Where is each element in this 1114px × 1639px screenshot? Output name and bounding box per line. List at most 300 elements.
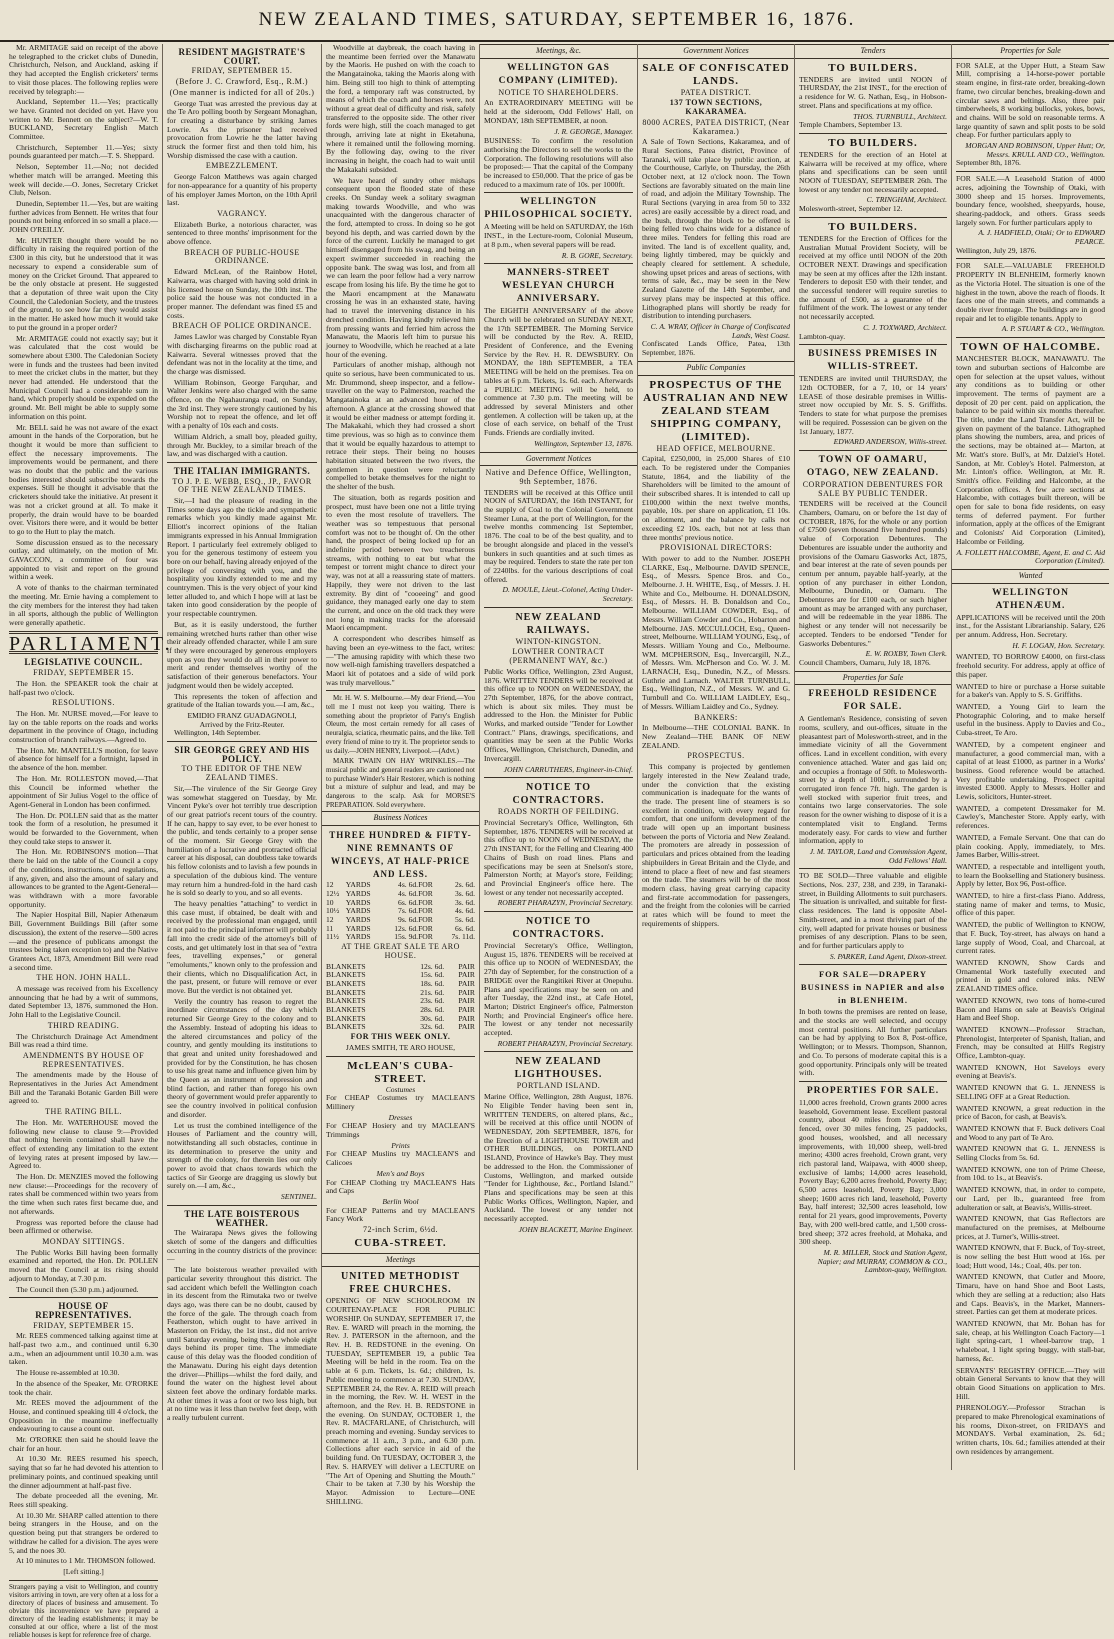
- remnant-cell: FOR: [418, 914, 433, 924]
- builders-tender-2: [799, 137, 947, 214]
- paragraph: James Lawlor was charged by Constable Ryan with discharging firearms on the public road at Kaiwarra. Several witnesses proved that the defendant was not in the locality at the time, and the charge was dismissed.: [167, 332, 317, 376]
- blanket-cell: BLANKETS: [326, 1013, 366, 1023]
- railways-ad: [484, 611, 633, 775]
- subheading: RESOLUTIONS.: [52, 698, 115, 708]
- blanket-cell: PAIR: [458, 961, 475, 971]
- tenders-header: Tenders: [795, 44, 951, 59]
- subheading: BREACH OF PUBLIC-HOUSE ORDINANCE.: [184, 247, 300, 266]
- paragraph: The late boisterous weather prevailed with particular severity throughout this district. The sad accident which befell the Wellington coach in its descent from the Rimutaka two or twelve days ago, was there can be no doubt, caused by the force of the gale. The through coach from Featherston, which ought to have arrived in Masterton on Friday, the 1st inst., did not arrive until Saturday evening, being thus a whole eight days behind its proper time. The immediate cause of this delay was the flooded condition of the Manawatu. During his eight days detention the driver—Phillips—whilst the ford daily, and found the water on the highest level about sixteen feet above the ordinary fordable marks. At other times it was a foot or two less high, but at no time was it less than twelve feet deep, with a really turbulent current.: [167, 1265, 317, 1423]
- advertisement-text: MARK TWAIN ON HAY WRINKLES.—The musical public and general readers are cautioned not to purchase Winder's Hair Restorer, which is nothing but a mixture of sulphur and lead, and may be dangerous to the scalp. Ask for MORSE'S PREPARATION. Sold everywhere.: [326, 757, 475, 809]
- wanted-item: WANTED KNOWN, a great reduction in the price of Bacon, for cash, at Beavis's.: [956, 1103, 1105, 1122]
- remnant-cell: 4s. 6d.: [398, 880, 419, 890]
- divider: [956, 171, 1105, 172]
- blanket-cell: PAIR: [458, 996, 475, 1006]
- remnant-cell: YARDS: [345, 897, 371, 907]
- sections-for-sale-ad: [799, 872, 947, 961]
- paragraph: At 10.30 Mr. SHARP called attention to there being strangers in the House, and on the question being put that strangers be ordered to withdraw he called for a division. The ayes were 5, and the noes 30.: [9, 1510, 158, 1555]
- ad-body: FOR SALE, at the Upper Hutt, a Steam Saw Mill, comprising a 14-horse-power portable steam engine, in first-rate order, breaking-down frame, two circular benches, breaking-down and circular saws and beltings. Also, three pair timberwheels, 8 working bullocks, yokes, bows, and chains. Will be sold on reasonable terms. A large quantity of sawn and split posts to be sold cheap. For further particulars apply to: [956, 60, 1105, 140]
- leasehold-station-ad: [956, 175, 1105, 255]
- ad-signature: C. A. WRAY, Officer in Charge of Confiscated Lands, West Coast.: [650, 321, 790, 340]
- paragraph: Mr. HUNTER thought there would be no difficulty in raising the required portion of the £300 in this city, but he understood that it was necessary to expend a considerable sum of money on the Cricket Ground. That appeared to be the only obstacle at present. He suggested that a deputation of three wait upon the City Council, the Caledonian Society, and the trustees of the ground, to see how far they would assist in the matter. He asked how much it would take to put the ground in a proper order?: [9, 235, 158, 332]
- ad-body: The EIGHTH ANNIVERSARY of the above Church will be celebrated on SUNDAY NEXT, the 17th SEPTEMBER. The Morning Service will be conducted by the Rev. A. REID, President of Conference, and the Evening Service by the Rev. H. R. DEWSBURY. On MONDAY, the 18th SEPTEMBER, a TEA MEETING will be held on the premises. Tea on tables at 6 p.m. Tickets, 1s. 6d. each. Afterwards a PUBLIC MEETING will be held, to commence at 7.30 p.m. The meeting will be addressed by several Ministers and other gentlemen. A collection will be taken up, at the close of each service, on behalf of the Trust Funds. Friends are cordially invited.: [484, 306, 633, 438]
- ad-signature: R. B. GORE, Secretary.: [561, 250, 633, 260]
- subheading: BREACH OF POLICE ORDINANCE.: [172, 321, 312, 331]
- wesleyan-church-ad: [484, 267, 633, 448]
- wanted-item: WANTED to hire or purchase a Horse suitable for a baker's van. Apply to S. S. Griffiths.: [956, 681, 1105, 700]
- saw-mill-ad: [956, 62, 1105, 168]
- remnant-cell: YARDS: [345, 914, 371, 924]
- divider: [484, 192, 633, 193]
- government-notices-header: Government Notices: [638, 44, 794, 59]
- ad-heading: TO BUILDERS.: [828, 220, 918, 233]
- paragraph: The Hon. Mr. ROBINSON'S motion—That there be laid on the table of the Council a copy of the conditions, instructions, and regulations, if any, given, and also the amount of salary and allowances to be granted to the Agent-General—was withdrawn with a more favorable opportunity.: [9, 847, 158, 909]
- paragraph: The situation, both as regards position and prospect, must have been one not a little trying to even the most resolute of travellers. The weather was so tempestuous that personal comfort was not to be thought of. On the other hand, the prospect of being locked up for an indefinite period between two treacherous streams, with nothing to eat but what the tempest or torrent might chance to direct your way, was not at all a reassuring state of matters. Happily, they were not driven to the last extremity. By dint of "cooeeing" and good guidance, they managed early one day to stem the current, and once on the old track they were not long in making tracks for the aforesaid Maori encampment.: [326, 492, 475, 633]
- ad-subheading: ROADS NORTH OF FEILDING.: [497, 807, 620, 817]
- wanted-item: WANTED KNOWN, that, in order to compete, our Lard, per lb., guaranteed free from adulteration or salt, at Beavis's, Willis-street.: [956, 1185, 1105, 1212]
- business-premises-ad: [799, 348, 947, 447]
- paragraph: Sir,—I had the pleasure of reading in the Times some days ago the tickle and sympathetic remarks which you kindly made against Mr. Elliott's incorrect opinions of the Italian immigrants expressed in his Annual Immigration Report. I particularly feel extremely obliged to you for the generous testimony of esteem you bore on our behalf, having already enjoyed of the privilege of conversing with you, and the hospitality you kindly extended to me and my countrymen. This is the very object of your kind letter alluded to, and which I hope will at last be taken into good consideration by the people of your respectable countrymen.: [167, 496, 317, 619]
- column-2: [163, 44, 322, 1470]
- remnant-row: [326, 933, 475, 942]
- ad-body: Provincial Secretary's Office, Wellington, August 15, 1876. TENDERS will be received at this office up to NOON of WEDNESDAY, the 27th day of September, for the construction of a BRIDGE over the Rangitikei River at Onepuhu. Plans and specifications may be seen on and after Tuesday, the 22nd inst., at Cafe Hotel, Marton; District Engineer's office, Palmerston North; and Provincial Engineer's office here. The lowest or any tender not necessarily accepted.: [484, 941, 633, 1038]
- paragraph: Auckland, September 11.—Yes; practically we have. Granted not decided on yet. Have you written to Mr. Bennett on the subject?—W. T. BUCKLAND, Secretary English Match Committee.: [9, 97, 158, 142]
- blanket-cell: 15s. 6d.: [420, 970, 445, 980]
- ad-signature: J. M. TAYLOR, Land and Commission Agent, Odd Fellows' Hall.: [809, 846, 947, 865]
- ad-subheading: Native and Defence Office, Wellington, 9th September, 1876.: [485, 468, 632, 486]
- ad-heading: CUBA-STREET.: [354, 1236, 447, 1249]
- drapery-business-ad: [799, 968, 947, 1078]
- paragraph: Mr. BELL said he was not aware of the exact amount in the hands of the Corporation, but he thought it would be more than sufficient to effect the necessary improvements. The improvements would be permanent, and there was no doubt that the public and the various bodies interested should subscribe towards the expenses. Still he thought it advisable that the cricketers should take the initiative. At present it was not a cricket ground at all. To make it properly, the drain would have to be boarded over. Visitors there were, and it would be better to go to the Hutt to play the match.: [9, 422, 158, 536]
- ad-heading: WELLINGTON GAS COMPANY (LIMITED).: [498, 62, 619, 86]
- wanted-item: WANTED KNOWN, two tons of home-cured Bacon and Hams on sale at Beavis's Original Ham and Beef Shop.: [956, 995, 1105, 1023]
- athenaeum-ad: [956, 587, 1105, 651]
- remnant-cell: 10½: [326, 906, 340, 916]
- footnote: Strangers paying a visit to Wellington, and country visitors arriving in town, are very often at a loss for a directory of places of business and amusement. To obviate this inconvenience we have prepared a directory of the leading establishments; it may be consulted at our office, where a list of the most reliable houses is kept for reference free of charge.: [9, 1580, 158, 1639]
- subheading: AMENDMENTS BY HOUSE OF REPRESENTATIVES.: [22, 1050, 145, 1069]
- ad-subheading: 8000 ACRES, PATEA DISTRICT, (Near Kakaramea.): [642, 117, 790, 136]
- remnant-cell: 11: [326, 923, 334, 933]
- divider: [956, 337, 1105, 338]
- ad-date: Molesworth-street, September 12.: [799, 204, 903, 214]
- ad-subheading: 137 TOWN SECTIONS, KAKARAMEA.: [669, 98, 763, 117]
- paragraph: The Council then (5.30 p.m.) adjourned.: [16, 1284, 139, 1294]
- paragraph: At 10.30 Mr. REES resumed his speech, saying that so far he had devoted his attention to preliminary points, and continued speaking until the dinner adjournment at half-past five.: [9, 1454, 158, 1490]
- public-companies-header: Public Companies: [638, 361, 794, 376]
- ad-body: In both towns the premises are rented on lease, and the stocks are well selected, and occupy most central positions. All further particulars can be had by applying to Box 8, Post-office, Wellington; or to Messrs. Thompson, Shannon, and Co. To persons of moderate capital this is a good opportunity. Principals only will be treated with.: [799, 1007, 947, 1078]
- ad-heading: THREE HUNDRED & FIFTY-NINE REMNANTS OF WINCEYS, AT HALF-PRICE AND LESS.: [329, 830, 472, 880]
- remnant-cell: YARDS: [345, 880, 371, 890]
- remnant-cell: 3s. 6d.: [454, 888, 475, 898]
- signature: EMIDIO FRANZ GUADAGNOLI,: [187, 710, 297, 720]
- builders-tender-3: [799, 221, 947, 341]
- ad-signature: H. F. LOGAN, Hon. Secretary.: [1012, 640, 1105, 650]
- properties-header: Properties for Sale: [795, 671, 951, 686]
- mclean-advertisement: [326, 1060, 475, 1250]
- ad-date: Council Chambers, Oamaru, July 18, 1876.: [799, 657, 931, 667]
- wanted-item: WANTED KNOWN that G. L. JENNESS is SELLING OFF at a Great Reduction.: [956, 1083, 1105, 1101]
- paragraph: The Hon. Mr. WATERHOUSE moved the following new clause to clause 9:—Provided that nothing herein contained shall have the effect of extending any limitation to the extent of levying rates at present imposed by law.—Agreed to.: [9, 1117, 158, 1171]
- remnant-cell: 9s. 6d.: [398, 914, 419, 924]
- wanted-item: WANTED KNOWN—Professor Strachan, Phrenologist, Interpreter of Spanish, Italian, and French, may be consulted at Hill's Registry Office, Lambton-quay.: [956, 1024, 1105, 1061]
- divider: [799, 964, 947, 965]
- ad-body: TENDERS for the Erection of Offices for the Australian Mutual Provident Society, will be received at my office until NOON of the 20th OCTOBER NEXT. Drawings and specification may be seen at my offices after the 12th instant. Tenderers to deposit £50 with their tender, and the successful tenderer will require sureties to the amount of £500, as a guarantee of the fulfilment of the work. The lowest or any tender not necessarily accepted.: [799, 233, 947, 322]
- section-heading: THE ITALIAN IMMIGRANTS.: [173, 465, 311, 476]
- oamaru-debentures-ad: [799, 454, 947, 668]
- ad-subheading: HEAD OFFICE, MELBOURNE.: [656, 443, 776, 453]
- ad-signature: ROBERT PHARAZYN, Provincial Secretary.: [497, 898, 633, 908]
- paragraph: Mr. ARMITAGE could not exactly say; but it was calculated that the cost would be somewhere about £300. The Caledonian Society were in funds and the trustees had been invited to meet the cricket clubs in the matter, but they never had attended. He understood that the Municipal Council had a considerable sum in hand, which properly should be expended on the ground. Mr. Bell might be able to supply some information on this point.: [9, 333, 158, 421]
- paragraph: Verily the country has reason to regret the inordinate circumstances of the day which returned Sir George Grey to the colony and to the Assembly. Instead of adopting his ideas to the altered circumstances and policy of the country, and gently moulding its institutions to that great and united unity foreshadowed and provided for by the Constitution, he has chosen to use his great name and influence given him by the Queen as an instrument of oppression and blind faction, and rather than forego his own theory of government would prefer apparently to see the country involved in political confusion and disorder.: [167, 996, 317, 1119]
- ad-body: This company is projected by gentlemen largely interested in the New Zealand trade, under the conviction that the existing communication is inadequate for the wants of the trade. The present line of steamers is so excellent in condition, with every regard for comfort, that one uniform development of the trade will open up an important business between the ports of Victoria and New Zealand. The promoters are already in possession of particulars and prices obtained from the leading shipbuilders in Great Britain and the Clyde, and intend to place a fleet of new and fast steamers on the trade. The steamers will be of the most modern class, having great carrying capacity and first-rate accommodation for passengers, and the freight from the colonies will be carried at rates which will be found to meet the requirements of shippers.: [642, 762, 790, 928]
- ad-body: An EXTRAORDINARY MEETING will be held at the sideroom, Odd Fellows' Hall, on MONDAY, 18th SEPTEMBER, at noon.: [484, 98, 633, 125]
- blenheim-property-ad: [956, 262, 1105, 334]
- remnant-cell: 11½: [326, 932, 340, 942]
- blanket-cell: 23s. 6d.: [420, 996, 445, 1006]
- ad-body: BUSINESS: To confirm the resolution authorising the Directors to sell the works to the Corporation. The following resolutions will also be proposed:— That the capital of the Company be increased to £50,000. That the price of gas be reduced to a maximum rate of 10s. per 1000ft.: [484, 136, 633, 189]
- ad-subheading: PATEA DISTRICT.: [680, 87, 752, 97]
- ad-body: TENDERS will be received at the Council Chambers, Oamaru, on or before the 1st day of OCTOBER, 1876, for the whole or any portion of £7500 (seven thousand five hundred pounds) value of Corporation Debentures. The Debentures are issuable under the authority and provisions of the Oamaru Gasworks Act, 1875, and bear interest at the rate of seven pounds per centum per annum, payable half-yearly, at the option of any purchaser in either London, Melbourne, Dunedin, or Oamaru. The Debentures are for £100 each, or such higher amount as may be arranged with any purchaser, and will be redeemable in the year 1886. The highest or any tender will not necessarily be accepted. Tenders to be endorsed "Tender for Gasworks Debentures.": [799, 499, 947, 648]
- wanted-item: WANTED KNOWN that G. L. JENNESS is Selling Clocks from 5s. 6d.: [956, 1144, 1105, 1163]
- column-3: [322, 43, 480, 1506]
- subheading: THIRD READING.: [47, 1020, 120, 1030]
- wanted-item: WANTED KNOWN, that Cutler and Moore, Timaru, have on hand Shoe and Boot Lasts, which they are selling at a reduction; also Hats and Caps. Beavis's, in the Market, Manners-street. Parties can get them at moderate prices.: [956, 1272, 1105, 1317]
- blanket-cell: PAIR: [458, 1013, 475, 1023]
- ad-heading: WELLINGTON PHILOSOPHICAL SOCIETY.: [484, 197, 633, 221]
- blanket-cell: PAIR: [458, 970, 475, 980]
- ad-body: Provincial Secretary's Office, Wellington, 6th September, 1876. TENDERS will be received at this office up to NOON of WEDNESDAY, the 27th INSTANT, for the Felling and Clearing 400 Chains of Bush on road lines. Plans and specifications may be seen at Snelson's store, Palmerston North; at Mayor's store, Feilding; and Provincial Engineer's office here. The lowest or any tender not necessarily accepted.: [484, 818, 633, 897]
- wanted-item: WANTED, to hire a first-class Piano. Address, stating name of maker and terms, to Music, office of this paper.: [956, 891, 1105, 918]
- mclean-line: For CHEAP Muslins try MACLEAN'S and Calicoes: [326, 1149, 475, 1168]
- remnants-table: [326, 881, 475, 942]
- ad-body: OPENING OF NEW SCHOOLROOM IN COURTENAY-PLACE FOR PUBLIC WORSHIP. On SUNDAY, SEPTEMBER 17, the Rev. E. WARD will preach in the morning, the Rev. J. PATERSON in the afternoon, and the Rev. H. B. REDSTONE in the evening. On TUESDAY, SEPTEMBER 19, a public Tea Meeting will be held in the room. Tea on the table at 6 p.m. Tickets, 1s. 6d.; children, 1s. Public meeting to commence at 7.30. SUNDAY, SEPTEMBER 24, the Rev. A. REID will preach in the morning, the Rev. W. H. WEST in the afternoon, and the Rev. H. B. REDSTONE in the evening. On SUNDAY, OCTOBER 1, the Rev. R. MACFARLANE, of Christchurch, will preach morning and evening. Sunday services to commence at 11 a.m., 3 p.m., and 6.30 p.m. Collections after each service in aid of the building fund. On TUESDAY, OCTOBER 3, the Rev. S. HARVEY will deliver a LECTURE on "The Art of Opening and Shutting the Mouth." Chair to be taken at 7.30 by his Worship the Mayor. Admission to Lecture—ONE SHILLING.: [326, 1296, 475, 1506]
- subheading: (One manner is indicted for all of 20s.): [169, 87, 315, 97]
- ad-body: 11,000 acres freehold, Crown grants 2000 acres leasehold, Government lease. Excellent pastoral country, about 40 miles from Napier, well fenced, over 30 miles fencing, 25 paddocks, good houses, woolshed, and all necessary improvements, with 10,000 sheep, well-bred merino; 4300 acres freehold, Crown grant, very rich pastoral land, Waipawa, with 4000 sheep, exclusive of lambs; 14,000 acres leasehold, Poverty Bay; 6,200 acres freehold, Poverty Bay; 6,500 acres leasehold, Poverty Bay; 3,000 sheep; 1600 acres rich land, leasehold, Poverty Bay, half interest; 32,500 acres leasehold, low rental for 21 years, good improvements, Poverty Bay, with 200 well-bred cattle, and 1,500 cross-bred sheep; 372 acres freehold, at Mohaka, and 300 sheep.: [799, 1097, 947, 1247]
- divider: [484, 607, 633, 608]
- paragraph: Mr. REES commenced talking against time at half-past two a.m., and continued until 6.30 a.m., when an adjournment until 10.30 a.m. was taken.: [9, 1331, 158, 1367]
- paragraph: Sir,—The virulence of the Sir George Grey was somewhat staggered on Tuesday, by Mr. Vincent Pyke's over hot terribly true description of our great patriot's recent tours of the country. If he can, happy to say ever, to be ever honest to the public, and tends certainly to a proper sense of the moment. Sir George Grey with the humiliation of a lucrative and protracted official career at his disposal, can doubtless take towards his fellow colonists and to lavish a few pounds in a speculation of the dubious kind. The venture may return him a hundred-fold in the hard cash he is sold so dearly to you, and so all events.: [167, 783, 317, 898]
- remnants-advertisement: [326, 829, 475, 1052]
- divider: [326, 1056, 475, 1057]
- ad-signature: JOHN BLACKETT, Marine Engineer.: [518, 1224, 633, 1234]
- mclean-category: Berlin Wool: [382, 1196, 419, 1206]
- ad-date: September 8th, 1876.: [956, 158, 1021, 168]
- confiscated-lands-ad: [642, 62, 790, 358]
- blankets-table: [326, 963, 475, 1033]
- remnant-cell: 12: [326, 880, 334, 890]
- blanket-cell: 18s. 6d.: [420, 978, 445, 988]
- ad-heading: UNITED METHODIST FREE CHURCHES.: [340, 1271, 461, 1296]
- ad-signature: C. J. TOXWARD, Architect.: [863, 322, 947, 332]
- remnant-cell: 12s. 6d.: [394, 923, 419, 933]
- divider: [799, 1081, 947, 1082]
- remnant-cell: 10: [326, 897, 334, 907]
- divider: [167, 741, 317, 742]
- blanket-cell: 32s. 6d.: [420, 1022, 445, 1032]
- mclean-category: Men's and Boys: [376, 1168, 425, 1178]
- ad-subheading: PORTLAND ISLAND.: [516, 1081, 601, 1091]
- ad-subheading: WINTON-KINGSTON.: [515, 636, 602, 646]
- wanted-list: [956, 653, 1105, 1456]
- remnant-cell: FOR: [418, 897, 433, 907]
- remnant-cell: 3s. 6d.: [454, 897, 475, 907]
- wanted-item: WANTED KNOWN, Hot Saveloys every evening at Beavis's.: [956, 1062, 1105, 1081]
- wanted-item: WANTED, TO BORROW £4000, on first-class freehold security. For address, apply at office of this paper.: [956, 652, 1105, 679]
- divider: [9, 1297, 158, 1298]
- ad-body: TO BE SOLD—Three valuable and eligible Sections, Nos. 237, 238, and 239, in Taranaki-street, in Building Allotments to suit purchasers. The situation is unrivalled, and suitable for first-class residences. The land is opposite Abel-Smith-street, and in a most thriving part of the city, well adapted for private houses or business premises of any description. Plans to be seen, and for further particulars apply to: [799, 871, 947, 950]
- remnant-cell: FOR: [418, 906, 433, 916]
- mclean-list: [326, 1086, 475, 1225]
- wanted-item: WANTED KNOWN, one ton of Prime Cheese, from 10d. to 1s., at Beavis's.: [956, 1164, 1105, 1183]
- divider: [167, 1205, 317, 1206]
- ad-heading: NOTICE TO CONTRACTORS.: [512, 782, 605, 807]
- column-7: [952, 44, 1109, 1470]
- ad-date: Wellington, July 29, 1876.: [956, 245, 1037, 255]
- section-heading: HOUSE OF REPRESENTATIVES.: [35, 1301, 132, 1320]
- blanket-cell: BLANKETS: [326, 970, 366, 980]
- meetings-header: Meetings: [322, 1253, 479, 1268]
- wanted-item: WANTED KNOWN, that F. Buck, of Toy-street, is now selling the best Hutt wood at 16s. per load; Hutt wood, 14s.; Coal, 40s. per ton.: [956, 1243, 1105, 1270]
- mclean-line: For CHEAP Hosiery and try MACLEAN'S Trimmings: [326, 1121, 475, 1140]
- paragraph: Progress was reported before the clause had been affirmed or otherwise.: [9, 1217, 158, 1236]
- paragraph: The Hon. Dr. MENZIES moved the following new clause:—Proceedings for the recovery of rates shall be commenced within two years from the time when such rates first became due, and not afterwards.: [9, 1172, 158, 1216]
- signature: Arrived by the Fritz-Reuter.: [199, 719, 285, 729]
- divider: [484, 777, 633, 778]
- paragraph: Nelson, September 11.—No; not decided whether match will be arranged. Meeting this week will decide.—O. Jones, Secretary Cricket Club, Nelson.: [9, 162, 158, 198]
- ad-heading: TO BUILDERS.: [828, 61, 918, 74]
- dateline: Wellington, 14th September.: [174, 728, 261, 738]
- ad-subheading: NOTICE TO SHAREHOLDERS.: [498, 87, 619, 97]
- subheading: (Before J. C. Crawford, Esq., R.M.): [175, 77, 309, 87]
- paragraph: George Tuat was arrested the previous day at the Te Aro polling booth by Sergeant Monaghan, for creating a disturbance by striking James Lowrie. As the prisoner had received provocation from Lowrie he the latter having struck the former first and then told him, his Worship dismissed the case with a caution.: [167, 98, 317, 160]
- paragraph: George Falcon Matthews was again charged for non-appearance for a quantity of his property of his employer James Morton, on the 10th April last.: [167, 172, 317, 208]
- wanted-item: PHRENOLOGY.—Professor Strachan is prepared to make Phrenological examinations of his rooms, Dixon-street, on FRIDAYS and MONDAYS. Verbal examination, 2s. 6d.; written charts, 10s. 6d.; families attended at their own residences by arrangement.: [956, 1403, 1105, 1456]
- ad-subheading: BANKERS:: [694, 712, 738, 722]
- remnant-cell: YARDS: [345, 888, 371, 898]
- ad-signature: S. PARKER, Land Agent, Dixon-street.: [829, 951, 947, 961]
- ad-signature: MORGAN AND ROBINSON, Upper Hutt; Or, Messrs. KRULL AND CO., Wellington.: [965, 141, 1105, 159]
- remnant-cell: YARDS: [345, 906, 371, 916]
- ad-signature: C. TRINGHAM, Architect.: [866, 195, 947, 205]
- remnant-cell: 4s. 6d.: [398, 888, 419, 898]
- ad-signature: E. W. ROXBY, Town Clerk.: [865, 649, 947, 659]
- subheading: EMBEZZLEMENT.: [205, 161, 279, 171]
- remnant-cell: 7s. 11d.: [451, 932, 475, 942]
- ad-body: FOR SALE.—A Leasehold Station of 4000 acres, adjoining the Township of Otaki, with 3000 sheep and 15 horses. Improvements, boundary fence, woolshed, sheepyards, house, shearing-paddock, and others. Grass seeds largely sown. For further particulars apply to: [956, 174, 1105, 227]
- divider: [167, 462, 317, 463]
- ad-signature: A. J. HADFIELD, Otaki; Or to EDWARD PEARCE.: [978, 228, 1105, 247]
- ad-signature: JOHN CARRUTHERS, Engineer-in-Chief.: [503, 764, 633, 774]
- ad-heading: SALE OF CONFISCATED LANDS.: [642, 61, 790, 87]
- ad-body: FOR SALE.—VALUABLE FREEHOLD PROPERTY IN BLENHEIM, formerly known as the Victoria Hotel. The situation is one of the highest in the town, above the reach of floods. It faces one of the main streets, and commands a double river frontage. The buildings are in good repair and let to eligible tenants. Apply to: [956, 261, 1105, 323]
- blanket-cell: 21s. 6d.: [420, 987, 445, 997]
- blanket-cell: PAIR: [458, 1022, 475, 1032]
- paragraph: William Aldrich, a small boy, pleaded guilty, through Mr. Buckley, to a similar breach of the law, and was discharged with a caution.: [167, 431, 317, 459]
- remnant-cell: FOR: [418, 880, 433, 890]
- ad-body: Capital, £250,000, in 25,000 Shares of £10 each. To be registered under the Companies Statute, 1864, and the liability of the Shareholders will be limited to the amount of their subscribed shares. It is intended to call up £100,000 within the next twelve months, payable, 10s. per share on application, £1 10s. on allotment, and the balance by calls not exceeding £2 10s. each, but not at less than three months' previous notice.: [642, 454, 790, 542]
- mclean-category: Prints: [391, 1140, 410, 1150]
- remnant-cell: FOR: [418, 932, 433, 942]
- paragraph: At 10 minutes to 1 Mr. THOMSON followed.: [16, 1556, 156, 1566]
- dateline: FRIDAY, SEPTEMBER 15.: [33, 668, 134, 678]
- remnant-cell: 6s. 6d.: [398, 897, 419, 907]
- subheading: VAGRANCY.: [217, 208, 267, 218]
- column-1: [5, 43, 173, 1639]
- ad-subheading: 72-inch Scrim, 6½d.: [362, 1225, 439, 1235]
- left-sitting-note: [Left sitting.]: [63, 1566, 104, 1576]
- paragraph: Dunedin, September 11.—Yes, but are waiting further advices from Bennett. He writes that four pounds not being enforced in so small a place.—JOHN O'REILLY.: [9, 198, 158, 235]
- ad-body: A Sale of Town Sections, Kakaramea, and of Rural Sections, Patea district, Province of Taranaki, will take place by public auction, at the Courthouse, Carlyle, on Thursday, the 26th October next, at 12 o'clock noon. The Town Sections are favorably situated on the main line of road, and adjoin the Military Township. The Rural Sections (varying in area from 50 to 332 acres) are easily accessible by a direct road, and the bush, through the block to be offered is being felled two chains wide for a distance of three miles. Tenders for felling this road are invited. The land is of excellent quality, and, being lightly timbered, may be quickly and cheaply cleared for settlement. A schedule, showing upset prices and areas of sections, with terms of sale, &c., may be seen in the New Zealand Gazette of the 14th September, and survey plans may be inspected at this office. Lithographed plans will shortly be ready for distribution to intending purchasers.: [642, 137, 790, 321]
- ad-body: Marine Office, Wellington, 28th August, 1876. No Eligible Tender having been sent in, WRITTEN TENDERS, on altered plans, &c., will be received at this office until NOON of WEDNESDAY, 20th SEPTEMBER, 1876, for the Erection of a LIGHTHOUSE TOWER and OTHER BUILDINGS, on PORTLAND ISLAND, Province of Hawke's Bay. They must be addressed to the Hon. the Commissioner of Customs, Wellington, and marked outside "Tender for Lighthouse, &c., Portland Island." Plans and specifications may be seen at this Public Works Offices, Wellington, Napier, and Auckland. The lowest or any tender not necessarily accepted.: [484, 1092, 633, 1224]
- signature: SENTINEL.: [280, 1192, 317, 1202]
- section-heading: SIR GEORGE GREY AND HIS POLICY.: [174, 745, 310, 764]
- advertisement-text: Mr. H. W. S. Melbourne.—My dear Friend,—You tell me I must not keep you waiting. There is something about the proprietor of Parry's English Oleum, the most certain remedy for all cases of neuralgia, sciatica, rheumatic pains, and the like. Tell every friend of mine to try it. The proprietor sends to us daily.—JOHN HENRY, Liverpool.—(Advt.): [326, 694, 475, 755]
- ad-signature: D. MOULE, Lieut.-Colonel, Acting Under-Secretary.: [502, 585, 633, 604]
- remnant-cell: FOR: [418, 888, 433, 898]
- philosophical-society-ad: [484, 196, 633, 260]
- paragraph: A correspondent who describes himself as having been an eye-witness to the fact, writes:—"The amusing rapidity with which these two now well-nigh famishing travellers despatched a Maori kit of potatoes and a side of wild pork was truly marvellous.": [326, 634, 475, 687]
- paragraph: The heavy penalties "attaching" to verdict in this case must, if obtained, be dealt with and received by the professional man engaged, until it not paid to the principal informer will probably fall into the credit side of the attorney's bill of costs, and get ultimately lost in that sea of "extra fees, travelling expenses," or general "emoluments," known only to the profession and their clients, which no Disqualification Act, in the past, present, or future will remove or ever move. But the verdict is not obtained yet.: [167, 898, 317, 996]
- freehold-residence-ad: [799, 688, 947, 865]
- contractors-notice-bridge: [484, 915, 633, 1048]
- remnant-cell: 12: [326, 914, 334, 924]
- paragraph: The Wairarapa News gives the following sketch of some of the dangers and difficulties occurring in the country districts of the province:—: [167, 1228, 317, 1264]
- remnant-cell: 4s. 6d.: [454, 906, 475, 916]
- paragraph: The Public Works Bill having been formally examined and reported, the Hon. Dr. POLLEN moved that the Council at its rising should adjourn to Monday, at 7.30 p.m.: [9, 1247, 158, 1283]
- paragraph: We have heard of sundry other mishaps consequent upon the flooded state of these creeks. On Sunday week a solitary swagman making towards Woodville, and who was unacquainted with the dangerous character of the ford, attempted to cross. In doing so he got beyond his depth, and was carried down by the force of the current. Luckily he managed to get himself disengaged from his swag, and being an expert swimmer succeeded in reaching the opposite bank. The swag was lost, and from all we can learn the poor fellow had a very narrow escape from losing his life. By the time he got to the Maori encampment at the Manawatu crossing he was in an exhausted state, having had to travel the intervening distance in his drenched condition. Having kindly relieved him from pressing wants and ferried him across the Manawatu, the Maoris left him to pursue his journey to Woodville, which he reached at a late hour of the evening.: [326, 175, 475, 359]
- wanted-header: Wanted: [952, 569, 1109, 584]
- ad-signature: THOS. TURNBULL, Architect.: [853, 111, 947, 121]
- meetings-header: Meetings, &c.: [480, 44, 637, 59]
- paragraph: A message was received from his Excellency announcing that he had by a writ of summons, dated September 13, 1876, summoned the Hon. John Hall to the Legislative Council.: [9, 984, 158, 1020]
- ad-heading: TOWN OF HALCOMBE.: [960, 341, 1101, 354]
- ad-subheading: CORPORATION DEBENTURES FOR SALE BY PUBLIC TENDER.: [802, 479, 944, 498]
- ad-date: Confiscated Lands Office, Patea, 13th September, 1876.: [642, 339, 790, 358]
- subheading: TO THE EDITOR OF THE NEW ZEALAND TIMES.: [181, 764, 303, 783]
- subheading: THE RATING BILL.: [45, 1107, 122, 1117]
- ad-body: TENDERS are invited until NOON of THURSDAY, the 21st INST., for the erection of a residence for W. G. Nathan, Esq., in Hobson-street. Plans and specifications at my office.: [799, 74, 947, 110]
- paragraph: The debate proceeded all the evening, Mr. Rees still speaking.: [9, 1491, 158, 1509]
- divider: [956, 258, 1105, 259]
- mclean-line: For CHEAP Clothing try MACLEAN'S Hats and Caps: [326, 1177, 475, 1196]
- blanket-cell: 28s. 6d.: [420, 1005, 445, 1015]
- wanted-item: WANTED KNOWN that F. Buck delivers Coal and Wood to any part of Te Aro.: [956, 1123, 1105, 1142]
- properties-for-sale-ad: [799, 1085, 947, 1275]
- ad-signature: EDWARD ANDERSON, Willis-street.: [833, 437, 947, 447]
- paragraph: But, as it is easily understood, the further remaining wretched hurts rather than other wise their already offended character, while I am sure if they were encouraged by generous employers upon as you they would do all in their power to merit and render themselves worthy of the satisfaction of their generous benefactors. Your judgment would then be widely accepted.: [167, 619, 317, 690]
- dateline: FRIDAY, SEPTEMBER 15.: [191, 66, 293, 76]
- wanted-item: WANTED KNOWN, that Mr. Bohan has for sale, cheap, at his Wellington Coach Factory—1 light spring-cart, 1 wheel-barrow trap, 1 whaleboat, 1 light spring buggy, with stall-bar, harness, &c.: [956, 1319, 1105, 1363]
- ad-body: TENDERS for the erection of an Hotel at Kaiwarra will be received at my office, where plans and specifications can be seen until NOON of TUESDAY, SEPTEMBER 26th. The lowest or any tender not necessarily accepted.: [799, 149, 947, 194]
- remnant-cell: FOR: [418, 923, 433, 933]
- section-heading: LEGISLATIVE COUNCIL.: [24, 657, 143, 668]
- remnant-cell: YARDS: [345, 932, 371, 942]
- blanket-cell: BLANKETS: [326, 978, 366, 988]
- mclean-category: Costumes: [385, 1084, 416, 1094]
- paragraph: The Hon. Mr. MANTELL'S motion, for leave of absence for himself for a fortnight, lapsed in the absence of the hon. member.: [9, 745, 158, 773]
- blanket-cell: 12s. 6d.: [420, 961, 445, 971]
- paragraph: The amendments made by the House of Representatives in the Juries Act Amendment Bill and the Taranaki Botanic Garden Bill were agreed to.: [9, 1070, 158, 1106]
- divider: [799, 344, 947, 345]
- paragraph: The Hon. Dr. POLLEN said that as the matter took the form of a resolution, he presumed it would be forwarded to the Government, when they could take steps to answer it.: [9, 810, 158, 846]
- ad-heading: PROSPECTUS OF THE AUSTRALIAN AND NEW ZEALAND STEAM SHIPPING COMPANY, (LIMITED).: [643, 378, 789, 443]
- blanket-cell: BLANKETS: [326, 1005, 366, 1015]
- blanket-cell: PAIR: [458, 987, 475, 997]
- paragraph: In the absence of the Speaker, Mr. O'RORKE took the chair.: [9, 1378, 158, 1397]
- ad-heading: NOTICE TO CONTRACTORS.: [512, 916, 605, 941]
- subheading: TO J. P. E. WEBB, ESQ., JP., FAVOR OF THE NEW ZEALAND TIMES.: [172, 476, 312, 495]
- remnant-cell: 6s. 6d.: [454, 923, 475, 933]
- divider: [484, 911, 633, 912]
- ad-heading: NEW ZEALAND RAILWAYS.: [515, 611, 602, 636]
- blanket-cell: PAIR: [458, 1005, 475, 1015]
- wanted-item: WANTED, a competent Dressmaker for M. Cawley's, Manchester Store. Apply early, with references.: [956, 803, 1105, 831]
- paragraph: Let us trust the combined intelligence of the Houses of Parliament and the country will, notwithstanding all such obstacles, continue in its determination to preserve the unity and strength of the colony, for therein lies our only power to avoid that chaos towards which the tactics of Sir George are dragging us slowly but surely on.—I am, &c.,: [167, 1120, 317, 1191]
- mclean-category: Dresses: [388, 1112, 413, 1122]
- ad-signature: JAMES SMITH, TE ARO HOUSE,: [345, 1042, 456, 1052]
- ad-signature: J. R. GEORGE, Manager.: [554, 126, 633, 136]
- section-heading: THE LATE BOISTEROUS WEATHER.: [184, 1208, 300, 1228]
- ad-subheading: PROVISIONAL DIRECTORS:: [659, 543, 773, 553]
- ad-subheading: LOWTHER CONTRACT (PERMANENT WAY, &c.): [509, 647, 608, 666]
- business-notices-header: Business Notices: [322, 811, 479, 826]
- paragraph: This represents the token of affection and gratitude of the Italian towards you.—I am, &c.,: [167, 691, 317, 710]
- ad-signature: A. P. STUART & CO., Wellington.: [1001, 324, 1105, 334]
- ad-signature: ROBERT PHARAZYN, Provincial Secretary.: [497, 1038, 633, 1048]
- properties-header: Properties for Sale: [952, 44, 1109, 59]
- dateline: FRIDAY, SEPTEMBER 15.: [33, 1320, 134, 1330]
- ad-heading: WELLINGTON ATHENÆUM.: [992, 587, 1069, 611]
- ad-signature: M. R. MILLER, Stock and Station Agent, Napier; and MURRAY, COMMON & CO., Lambton-quay, Wellington.: [817, 1247, 947, 1275]
- paragraph: Some discussion ensued as to the necessary outlay, and ultimately, on the motion of Mr. GAVACCON, a committee of four was appointed to visit and report on the ground within a week.: [9, 537, 158, 582]
- wanted-item: WANTED, a respectable and intelligent youth, to learn the Bookselling and Stationery business. Apply by letter, Box 96, Post-office.: [956, 861, 1105, 889]
- remnant-cell: 12½: [326, 888, 340, 898]
- paragraph: Mr. O'RORKE then said he should leave the chair for an hour.: [9, 1435, 158, 1453]
- umfc-advertisement: [326, 1270, 475, 1506]
- blanket-cell: BLANKETS: [326, 996, 366, 1006]
- blanket-cell: BLANKETS: [326, 961, 366, 971]
- ad-heading: TO BUILDERS.: [828, 136, 918, 149]
- remnant-cell: 7s. 6d.: [398, 906, 419, 916]
- defence-office-ad: [484, 469, 633, 604]
- masthead: NEW ZEALAND TIMES, SATURDAY, SEPTEMBER 16, 1876.: [0, 0, 1114, 42]
- ad-heading: NEW ZEALAND LIGHTHOUSES.: [514, 1056, 603, 1081]
- paragraph: The Hon. Mr. NURSE moved,—For leave to lay on the table reports on the roads and works department in the province of Otago, including construction of branch railways.—Agreed to.: [9, 708, 158, 745]
- ad-subheading: PROSPECTUS.: [687, 751, 745, 761]
- ad-heading: BUSINESS PREMISES IN WILLIS-STREET.: [808, 349, 938, 373]
- ad-heading: FOR SALE—DRAPERY BUSINESS in NAPIER and also in BLENHEIM.: [800, 969, 946, 1006]
- ad-subheading: AT THE GREAT SALE TE ARO HOUSE.: [341, 942, 460, 960]
- wanted-item: WANTED, by a competent engineer and manufacturer, a good commercial man, with a capital of at least £1000, as partner in a Works' business. Good reference would be attached. Very profitable undertaking. Prospect capital invested £3000. Apply to Messrs. Holler and Lewis, solicitors, Hunter-street.: [956, 739, 1105, 802]
- ad-body: TENDERS will be received at this Office until NOON of SATURDAY, the 16th INSTANT, for the supply of Coal to the Colonial Government Steamer Luna, at the port of Wellington, for the twelve months commencing 1st September, 1876. The coal to be of the best quality, and to be brought alongside and placed in the vessel's bunkers in such quantities and at such times as may be required. Tenders to state the rate per ton of 2240lbs. for the various descriptions of coal offered.: [484, 487, 633, 584]
- subheading: MONDAY SITTINGS.: [42, 1237, 125, 1246]
- divider: [799, 450, 947, 451]
- ad-body: A Meeting will be held on SATURDAY, the 16th INST., in the Lecture-room, Colonial Museum, at 8 p.m., when several papers will be read.: [484, 222, 633, 249]
- paragraph: Mr. REES moved the adjournment of the House, and continued speaking till 4 o'clock, the Opposition in the meantime ineffectually endeavouring to cause a count out.: [9, 1398, 158, 1434]
- paragraph: Elizabeth Burke, a notorious character, was sentenced to three months' imprisonment for the above offence.: [167, 219, 317, 247]
- columns: [5, 43, 1109, 1639]
- column-5: [638, 44, 795, 1470]
- paragraph: Woodville at daybreak, the coach having in the meantime been ferried over the Manawatu by the Maoris. He pushed on with the coach to the Mangatainoka, taking the Maoris along with him. Being still too high to think of attempting the ford, a temporary raft was constructed, by means of which the coach and horses were, not without a great deal of difficulty and risk, safely transferred to the opposite side. The other river fords were high, still the coach managed to get through, arriving late at night in Eketahuna, where it remained until the following morning. By the following day, owing to the river increasing in height, the coach had to wait until the Makakahi subsided.: [326, 43, 475, 174]
- subheading: THE HON. JOHN HALL.: [36, 973, 131, 983]
- divider: [326, 690, 475, 691]
- ad-date: Wellington, September 13, 1876.: [534, 438, 633, 448]
- prospectus-ad: [642, 379, 790, 929]
- ad-heading: PROPERTIES FOR SALE.: [806, 1085, 940, 1096]
- ad-body: Public Works Office, Wellington, 23rd August, 1876. WRITTEN TENDERS will be received at this office up to NOON on WEDNESDAY, the 27th September, 1876, for the above contract, which is about six miles. They must be addressed to the Hon. the Minister for Public Works, and marked outside "Tender for Lowther Contract." Plans, drawings, specifications, and quantities may be seen at the Public Works Offices, Wellington, Christchurch, Dunedin, and Invercargill.: [484, 666, 633, 763]
- ad-heading: McLEAN'S CUBA-STREET.: [347, 1059, 454, 1085]
- blanket-row: [326, 1023, 475, 1032]
- divider: [799, 217, 947, 218]
